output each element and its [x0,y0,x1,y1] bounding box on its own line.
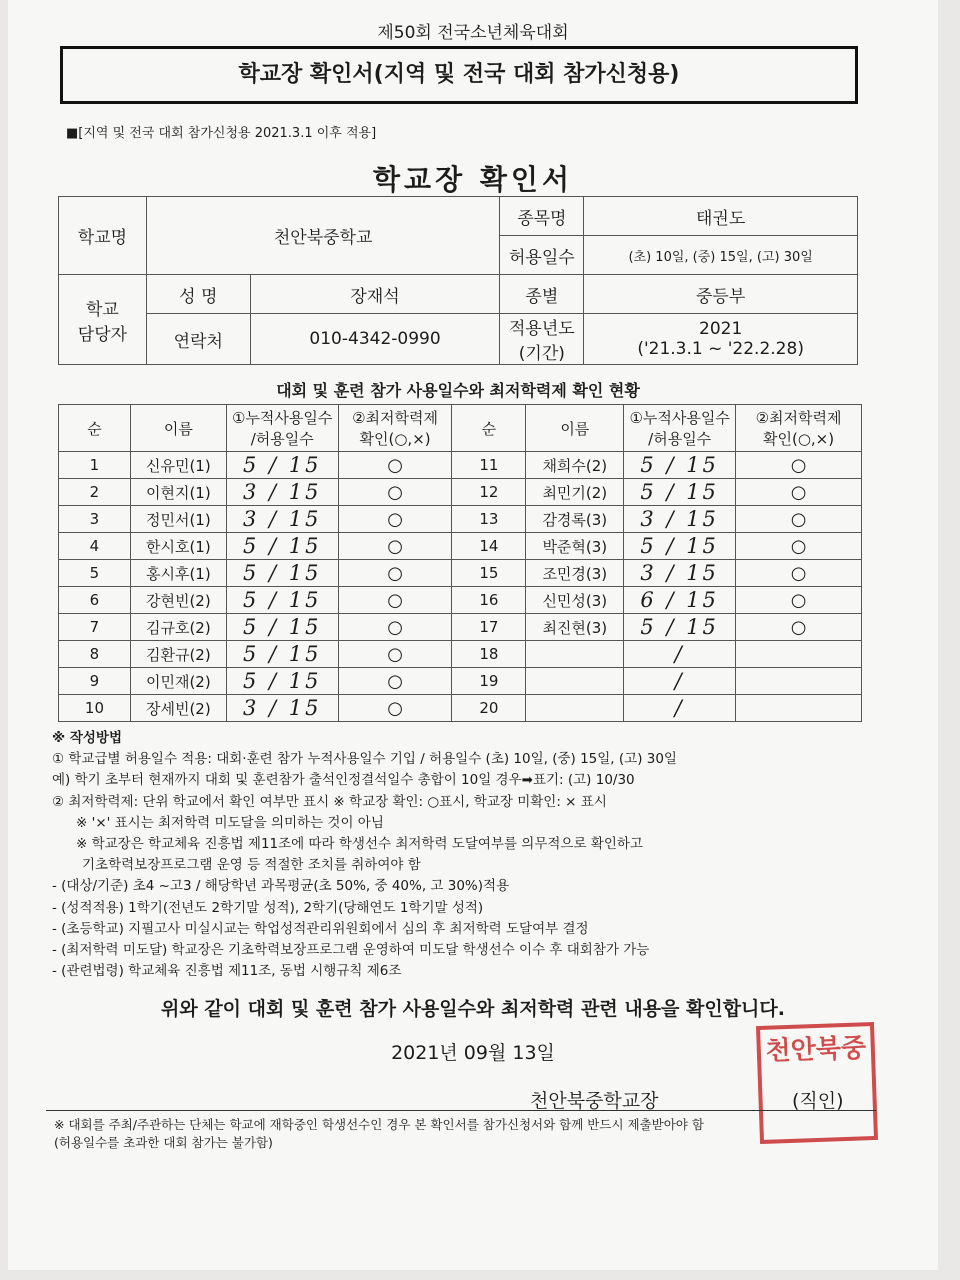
table-row [59,668,862,695]
days-used: 5 / 15 [226,560,338,587]
year-value-line1: 2021 [699,319,743,339]
days-used: 5 / 15 [226,668,338,695]
athlete-name: 최진현(3) [526,614,624,641]
table-row [59,614,862,641]
athlete-name: 조민경(3) [526,560,624,587]
confirmation-statement: 위와 같이 대회 및 훈련 참가 사용일수와 최저학력 관련 내용을 확인합니다. [161,998,785,1020]
athlete-name: 홍시후(1) [130,560,226,587]
table-row [59,533,862,560]
official-seal-stamp: 천안북중 [756,1022,878,1144]
col-name-header: 이름 [526,405,624,452]
row-number: 4 [59,533,131,560]
min-academic-check: ○ [736,506,862,533]
guide-line: - (초등학교) 지필고사 미실시교는 학업성적관리위원회에서 심의 후 최저학력 도달여부 결정 [52,920,589,937]
row-number: 15 [452,560,526,587]
year-label-line2: (기간) [518,344,565,364]
contact-person-label [59,275,147,365]
min-academic-check: ○ [736,479,862,506]
min-academic-check: ○ [338,668,452,695]
row-number: 17 [452,614,526,641]
seal-label: (직인) [792,1090,844,1112]
category-label: 종별 [500,275,584,314]
contact-label-line1: 학교 [86,299,119,320]
guide-line: ※ 학교장은 학교체육 진흥법 제11조에 따라 학생선수 최저학력 도달여부를 의무적으로 확인하고 [76,836,643,853]
days-used: 5 / 15 [226,452,338,479]
athlete-name: 한시호(1) [130,533,226,560]
athlete-name: 최민기(2) [526,479,624,506]
min-academic-check: ○ [338,695,452,722]
days-used: 5 / 15 [624,479,736,506]
row-number: 11 [452,452,526,479]
guide-line: 예) 학기 초부터 현재까지 대회 및 훈련참가 출석인정결석일수 총합이 10일 경우➡표기: (고) 10/30 [52,772,635,789]
col-no-header: 순 [59,405,131,452]
col-days-header [624,405,736,452]
category-value: 중등부 [584,275,858,314]
writing-guide [52,728,882,982]
min-academic-check: ○ [736,587,862,614]
athlete-name [526,641,624,668]
col-check-line2: 확인(○,×) [359,430,431,448]
athlete-name [526,668,624,695]
athlete-name: 이민재(2) [130,668,226,695]
year-label-line1: 적용년도 [508,319,575,339]
min-academic-check: ○ [338,614,452,641]
days-used: / [624,641,736,668]
athlete-roster-table [58,404,862,722]
principal-title: 천안북중학교장 [530,1090,659,1112]
athlete-name: 이현지(1) [130,479,226,506]
row-number: 8 [59,641,131,668]
event-title: 제50회 전국소년체육대회 [377,23,569,43]
school-value: 천안북중학교 [146,197,500,275]
col-check-header [338,405,452,452]
row-number: 13 [452,506,526,533]
col-days-line2: /허용일수 [648,430,712,448]
col-check-line1: ②최저학력제 [755,409,842,427]
row-number: 2 [59,479,131,506]
table-row [59,560,862,587]
days-used: 5 / 15 [624,533,736,560]
days-used: 3 / 15 [624,560,736,587]
row-number: 6 [59,587,131,614]
days-used: 6 / 15 [624,587,736,614]
athlete-name [526,695,624,722]
col-days-line2: /허용일수 [250,430,314,448]
athlete-name: 강현빈(2) [130,587,226,614]
guide-line: ① 학교급별 허용일수 적용: 대회·훈련 참가 누적사용일수 기입 / 허용일수 (초) 10일, (중) 15일, (고) 30일 [52,751,677,768]
min-academic-check: ○ [736,533,862,560]
issue-date: 2021년 09월 13일 [391,1042,555,1064]
allowed-days-label: 허용일수 [500,236,584,275]
row-number: 14 [452,533,526,560]
row-number: 3 [59,506,131,533]
athlete-name: 박준혁(3) [526,533,624,560]
col-no-header: 순 [452,405,526,452]
days-used: 3 / 15 [226,695,338,722]
days-used: 5 / 15 [624,452,736,479]
table-row [59,695,862,722]
athlete-name: 김규호(2) [130,614,226,641]
min-academic-check [736,668,862,695]
year-value [584,314,858,365]
athlete-name: 채희수(2) [526,452,624,479]
days-used: 5 / 15 [624,614,736,641]
row-number: 1 [59,452,131,479]
guide-line: ※ '×' 표시는 최저학력 미도달을 의미하는 것이 아님 [76,814,384,831]
roster-section-title: 대회 및 훈련 참가 사용일수와 최저학력제 확인 현황 [276,381,640,400]
school-info-table [58,196,858,365]
min-academic-check: ○ [338,641,452,668]
allowed-days-value: (초) 10일, (중) 15일, (고) 30일 [584,236,858,275]
year-value-line2: ('21.3.1 ~ '22.2.28) [637,339,804,359]
min-academic-check: ○ [736,452,862,479]
col-check-header [736,405,862,452]
guide-line: - (관련법령) 학교체육 진흥법 제11조, 동법 시행규칙 제6조 [52,963,402,980]
days-used: 5 / 15 [226,641,338,668]
guide-line: ② 최저학력제: 단위 학교에서 확인 여부만 표시 ※ 학교장 확인: ○표시, 학교장 미확인: × 표시 [52,793,607,810]
col-days-header [226,405,338,452]
col-days-line1: ①누적사용일수 [629,409,730,427]
days-used: / [624,668,736,695]
guide-line: - (최저학력 미도달) 학교장은 기초학력보장프로그램 운영하여 미도달 학생선수 이수 후 대회참가 가능 [52,942,650,959]
days-used: 5 / 15 [226,533,338,560]
certificate-title: 학교장 확인서 [372,163,574,196]
athlete-name: 정민서(1) [130,506,226,533]
col-check-line2: 확인(○,×) [762,430,835,448]
row-number: 5 [59,560,131,587]
col-days-line1: ①누적사용일수 [232,409,333,427]
days-used: 3 / 15 [226,479,338,506]
athlete-name: 신유민(1) [130,452,226,479]
contact-label-line2: 담당자 [77,324,128,345]
min-academic-check: ○ [338,479,452,506]
row-number: 20 [452,695,526,722]
min-academic-check: ○ [736,560,862,587]
applicability-note: ■[지역 및 전국 대회 참가신청용 2021.3.1 이후 적용] [66,126,377,141]
days-used: 5 / 15 [226,614,338,641]
phone-value: 010-4342-0990 [250,314,500,365]
min-academic-check: ○ [736,614,862,641]
table-row [59,641,862,668]
days-used: / [624,695,736,722]
guide-heading: ※ 작성방법 [52,730,122,746]
min-academic-check: ○ [338,452,452,479]
footnote [54,1116,704,1152]
min-academic-check [736,695,862,722]
athlete-name: 장세빈(2) [130,695,226,722]
table-row [59,506,862,533]
school-label: 학교명 [59,197,147,275]
min-academic-check: ○ [338,533,452,560]
document-page [8,0,938,1270]
days-used: 5 / 15 [226,587,338,614]
row-number: 9 [59,668,131,695]
row-number: 10 [59,695,131,722]
sport-value: 태권도 [584,197,858,236]
footnote-line: (허용일수를 초과한 대회 참가는 불가함) [54,1135,273,1150]
table-row [59,587,862,614]
athlete-name: 김환규(2) [130,641,226,668]
table-row [59,452,862,479]
row-number: 12 [452,479,526,506]
phone-label: 연락처 [146,314,250,365]
days-used: 3 / 15 [624,506,736,533]
athlete-name: 감경록(3) [526,506,624,533]
guide-line: - (대상/기준) 초4 ~고3 / 해당학년 과목평균(초 50%, 중 40%, 고 30%)적용 [52,878,510,895]
min-academic-check: ○ [338,587,452,614]
name-value: 장재석 [250,275,500,314]
row-number: 7 [59,614,131,641]
athlete-name: 신민성(3) [526,587,624,614]
footnote-divider [46,1110,876,1111]
row-number: 19 [452,668,526,695]
col-check-line1: ②최저학력제 [352,409,438,427]
min-academic-check [736,641,862,668]
col-name-header: 이름 [130,405,226,452]
row-number: 18 [452,641,526,668]
table-row [59,479,862,506]
sport-label: 종목명 [500,197,584,236]
year-label [500,314,584,365]
days-used: 3 / 15 [226,506,338,533]
footnote-line: ※ 대회를 주최/주관하는 단체는 학교에 재학중인 학생선수인 경우 본 확인서를 참가신청서와 함께 반드시 제출받아야 함 [54,1117,704,1132]
min-academic-check: ○ [338,560,452,587]
name-label: 성 명 [146,275,250,314]
min-academic-check: ○ [338,506,452,533]
guide-line: 기초학력보장프로그램 운영 등 적절한 조치를 취하여야 함 [82,857,421,874]
row-number: 16 [452,587,526,614]
document-box-title: 학교장 확인서(지역 및 전국 대회 참가신청용) [60,46,858,104]
guide-line: - (성적적용) 1학기(전년도 2학기말 성적), 2학기(당해연도 1학기말 성적) [52,899,484,916]
